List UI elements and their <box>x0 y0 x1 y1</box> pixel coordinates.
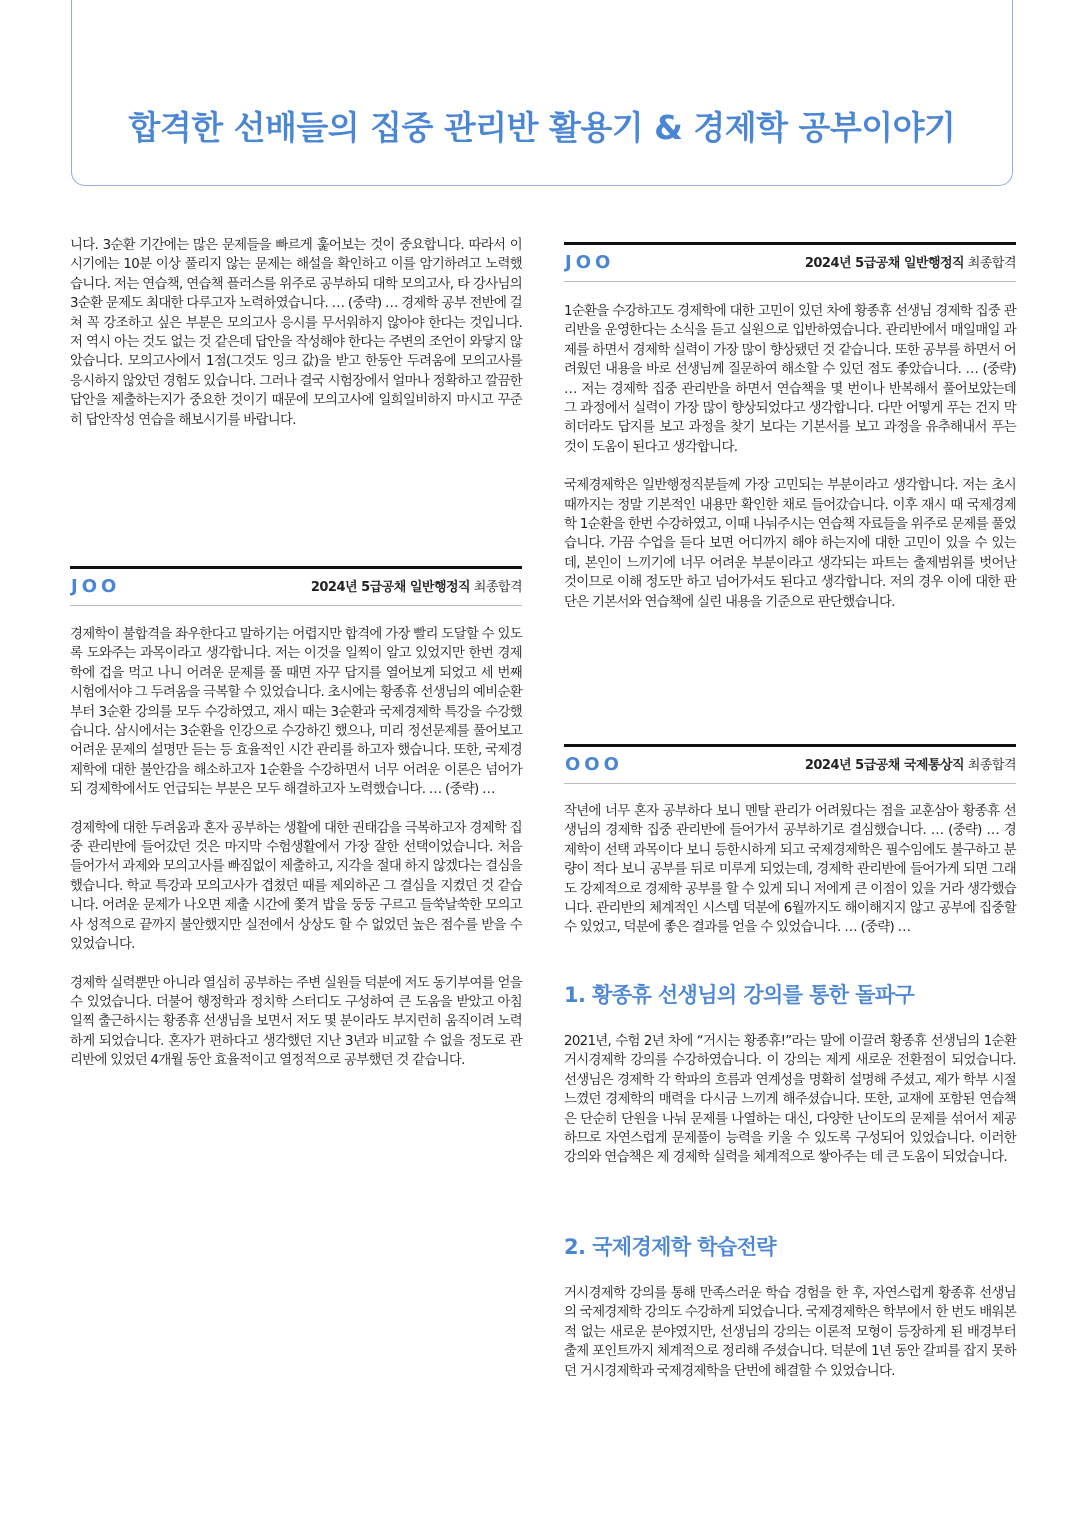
profile-1-paragraph-3: 경제학 실력뿐만 아니라 열심히 공부하는 주변 실원들 덕분에 저도 동기부여를 얻을 수 있었습니다. 더불어 행정학과 정치학 스터디도 구성하여 큰 도움을 받았고 아침 일찍 출근하시는 황종휴 선생님을 보면서 저도 몇 분이라도 부지런히 움직이려 노력하게 되었습니다. 혼자가 편하다고 생각했던 지난 3년과 비교할 수 없을 정도로 관리반에 있었던 4개월 동안 효율적이고 열정적으로 공부했던 것 같습니다. <box>70 975 522 1069</box>
profile-name: OOO <box>565 754 623 775</box>
section-2-paragraph: 거시경제학 강의를 통해 만족스러운 학습 경험을 한 후, 자연스럽게 황종휴 선생님의 국제경제학 강의도 수강하게 되었습니다. 국제경제학은 학부에서 한 번도 배워본 적 없는 새로운 분야였지만, 선생님의 강의는 이론적 모형이 등장하게 된 배경부터 출제 포인트까지 체계적으로 정리해 주셨습니다. 덕분에 1년 동안 갈피를 잡지 못하던 거시경제학과 국제경제학을 단번에 해결할 수 있었습니다. <box>564 1286 1016 1379</box>
section-1-heading: 1. 황종휴 선생님의 강의를 통한 돌파구 <box>564 983 915 1007</box>
profile-result: 최종합격 <box>473 580 522 595</box>
profile-result: 최종합격 <box>967 256 1016 271</box>
profile-1-paragraph-1: 경제학이 불합격을 좌우한다고 말하기는 어렵지만 합격에 가장 빨리 도달할 수 있도록 도와주는 과목이라고 생각합니다. 저는 이것을 일찍이 알고 있었지만 한번 경제학에 겁을 먹고 나니 어려운 문제를 풀 때면 자꾸 답지를 열어보게 되었고 세 번째 시험에서야 그 두려움을 극복할 수 있었습니다. 초시에는 황종휴 선생님의 예비순환부터 3순환 강의를 모두 수강하였고, 재시 때는 3순환과 국제경제학 특강을 수강했습니다. 삼시에서는 3순환을 인강으로 수강하긴 했으나, 미리 정선문제를 풀어보고 어려운 문제의 설명만 듣는 등 효율적인 시간 관리를 하고자 했습니다. 또한, 국제경제학에 대한 불안감을 해소하고자 1순환을 수강하면서 너무 어려운 이론은 넘어가되 경제학에서도 언급되는 부분은 모두 해결하고자 노력했습니다. … (중략) … <box>70 627 522 798</box>
left-top-text-block <box>70 236 522 430</box>
profile-exam <box>805 757 1016 775</box>
header-box <box>71 0 1013 186</box>
profile-exam-title: 2024년 5급공채 일반행정직 <box>310 580 471 595</box>
profile-1-text-block <box>70 625 522 1071</box>
left-top-paragraph: 니다. 3순환 기간에는 많은 문제들을 빠르게 훑어보는 것이 중요합니다. 따라서 이 시기에는 10분 이상 풀리지 않는 문제는 해설을 확인하고 이를 암기하려고 노력했습니다. 저는 연습책, 연습책 플러스를 위주로 공부하되 대학 모의고사, 타 강사님의 3순환 문제도 최대한 다루고자 노력하였습니다. … (중략) … 경제학 공부 전반에 걸쳐 꼭 강조하고 싶은 부분은 모의고사 응시를 무서워하지 않아야 한다는 것입니다. 저 역시 아는 것도 없는 것 같은데 답안을 작성해야 한다는 주변의 조언이 와닿지 않았습니다. 모의고사에서 1점(그것도 잉크 값)을 받고 한동안 두려움에 모의고사를 응시하지 않았던 경험도 있습니다. 그러나 결국 시험장에서 얼마나 정확하고 깔끔한 답안을 제출하는지가 중요한 것이기 때문에 모의고사에 일희일비하지 마시고 꾸준히 답안작성 연습을 해보시기를 바랍니다. <box>70 238 522 428</box>
profile-result: 최종합격 <box>967 758 1016 773</box>
section-1-paragraph: 2021년, 수험 2년 차에 “거시는 황종휴!”라는 말에 이끌려 황종휴 선생님의 1순환 거시경제학 강의를 수강하였습니다. 이 강의는 제게 새로운 전환점이 되었습니다. 선생님은 경제학 각 학파의 흐름과 연계성을 명확히 설명해 주셨고, 제가 학부 시절 느꼈던 경제학의 매력을 다시금 느끼게 해주셨습니다. 또한, 교재에 포함된 연습책은 단순히 단원을 나눠 문제를 나열하는 대신, 다양한 난이도의 문제를 섞어서 제공하므로 자연스럽게 문제풀이 능력을 키울 수 있도록 구성되어 있었습니다. 이러한 강의와 연습책은 제 경제학 실력을 체계적으로 쌓아주는 데 큰 도움이 되었습니다. <box>564 1034 1016 1166</box>
profile-2-paragraph-1: 1순환을 수강하고도 경제학에 대한 고민이 있던 차에 황종휴 선생님 경제학 집중 관리반을 운영한다는 소식을 듣고 실원으로 입반하였습니다. 관리반에서 매일매일 과제를 하면서 경제학 실력이 가장 많이 향상됐던 것 같습니다. 또한 공부를 하면서 어려웠던 내용을 바로 선생님께 질문하여 해소할 수 있던 점도 좋았습니다. … (중략) … 저는 경제학 집중 관리반을 하면서 연습책을 몇 번이나 반복해서 풀어보았는데 그 과정에서 실력이 가장 많이 향상되었다고 생각합니다. 다만 어떻게 푸는 건지 막히더라도 답지를 보고 과정을 찾기 보다는 기본서를 보고 과정을 유추해내서 푸는 것이 도움이 된다고 생각합니다. <box>564 304 1016 455</box>
section-1-text-block <box>564 1032 1016 1168</box>
section-2-heading: 2. 국제경제학 학습전략 <box>564 1235 776 1259</box>
profile-name: JOO <box>71 576 121 597</box>
profile-2-text-block <box>564 302 1016 612</box>
profile-1-paragraph-2: 경제학에 대한 두려움과 혼자 공부하는 생활에 대한 권태감을 극복하고자 경제학 집중 관리반에 들어갔던 것은 마지막 수험생활에서 가장 잘한 선택이었습니다. 처음 들어가서 과제와 모의고사를 빠짐없이 제출하고, 지각을 절대 하지 않겠다는 결심을 했습니다. 학교 특강과 모의고사가 겹쳤던 때를 제외하곤 그 결심을 지켰던 것 같습니다. 어려운 문제가 나오면 제출 시간에 쫓겨 밥을 둥둥 구르고 들쑥날쑥한 모의고사 성적으로 끝까지 불안했지만 실전에서 상상도 할 수 없었던 높은 점수를 받을 수 있었습니다. <box>70 820 522 953</box>
profile-exam-title: 2024년 5급공채 국제통상직 <box>804 758 965 773</box>
profile-3-text-block <box>564 802 1016 938</box>
section-2-text-block <box>564 1284 1016 1381</box>
profile-bar-3 <box>564 744 1016 784</box>
profile-exam <box>805 255 1016 273</box>
profile-2-paragraph-2: 국제경제학은 일반행정직분들께 가장 고민되는 부분이라고 생각합니다. 저는 초시 때까지는 정말 기본적인 내용만 확인한 채로 들어갔습니다. 이후 재시 때 국제경제학 1순환을 한번 수강하였고, 이때 나눠주시는 연습책 자료들을 위주로 문제를 풀었습니다. 가끔 수업을 듣다 보면 어디까지 해야 하는지에 대한 고민이 있을 수 있는데, 본인이 느끼기에 너무 어려운 부분이라고 생각되는 파트는 출제범위를 벗어난 것이므로 이해 정도만 하고 넘어가셔도 된다고 생각합니다. 저의 경우 이에 대한 판단은 기본서와 연습책에 실린 내용을 기준으로 판단했습니다. <box>564 478 1016 610</box>
profile-name: JOO <box>565 252 615 273</box>
profile-3-paragraph-1: 작년에 너무 혼자 공부하다 보니 멘탈 관리가 어려웠다는 점을 교훈삼아 황종휴 선생님의 경제학 집중 관리반에 들어가서 공부하기로 결심했습니다. … (중략) … 경제학이 선택 과목이다 보니 등한시하게 되고 국제경제학은 필수임에도 불구하고 분량이 적다 보니 공부를 뒤로 미루게 되었는데, 경제학 관리반에 들어가게 되면 그래도 강제적으로 경제학 공부를 할 수 있게 되니 저에게 큰 이점이 있을 거라 생각했습니다. 관리반의 체계적인 시스템 덕분에 6월까지도 해이해지지 않고 공부에 집중할 수 있었고, 덕분에 좋은 결과를 얻을 수 있었습니다. … (중략) … <box>564 804 1016 936</box>
page-title: 합격한 선배들의 집중 관리반 활용기 & 경제학 공부이야기 <box>128 108 956 147</box>
profile-exam-title: 2024년 5급공채 일반행정직 <box>804 256 965 271</box>
profile-exam <box>311 579 522 597</box>
profile-bar-2 <box>564 242 1016 282</box>
profile-bar-1 <box>70 566 522 606</box>
